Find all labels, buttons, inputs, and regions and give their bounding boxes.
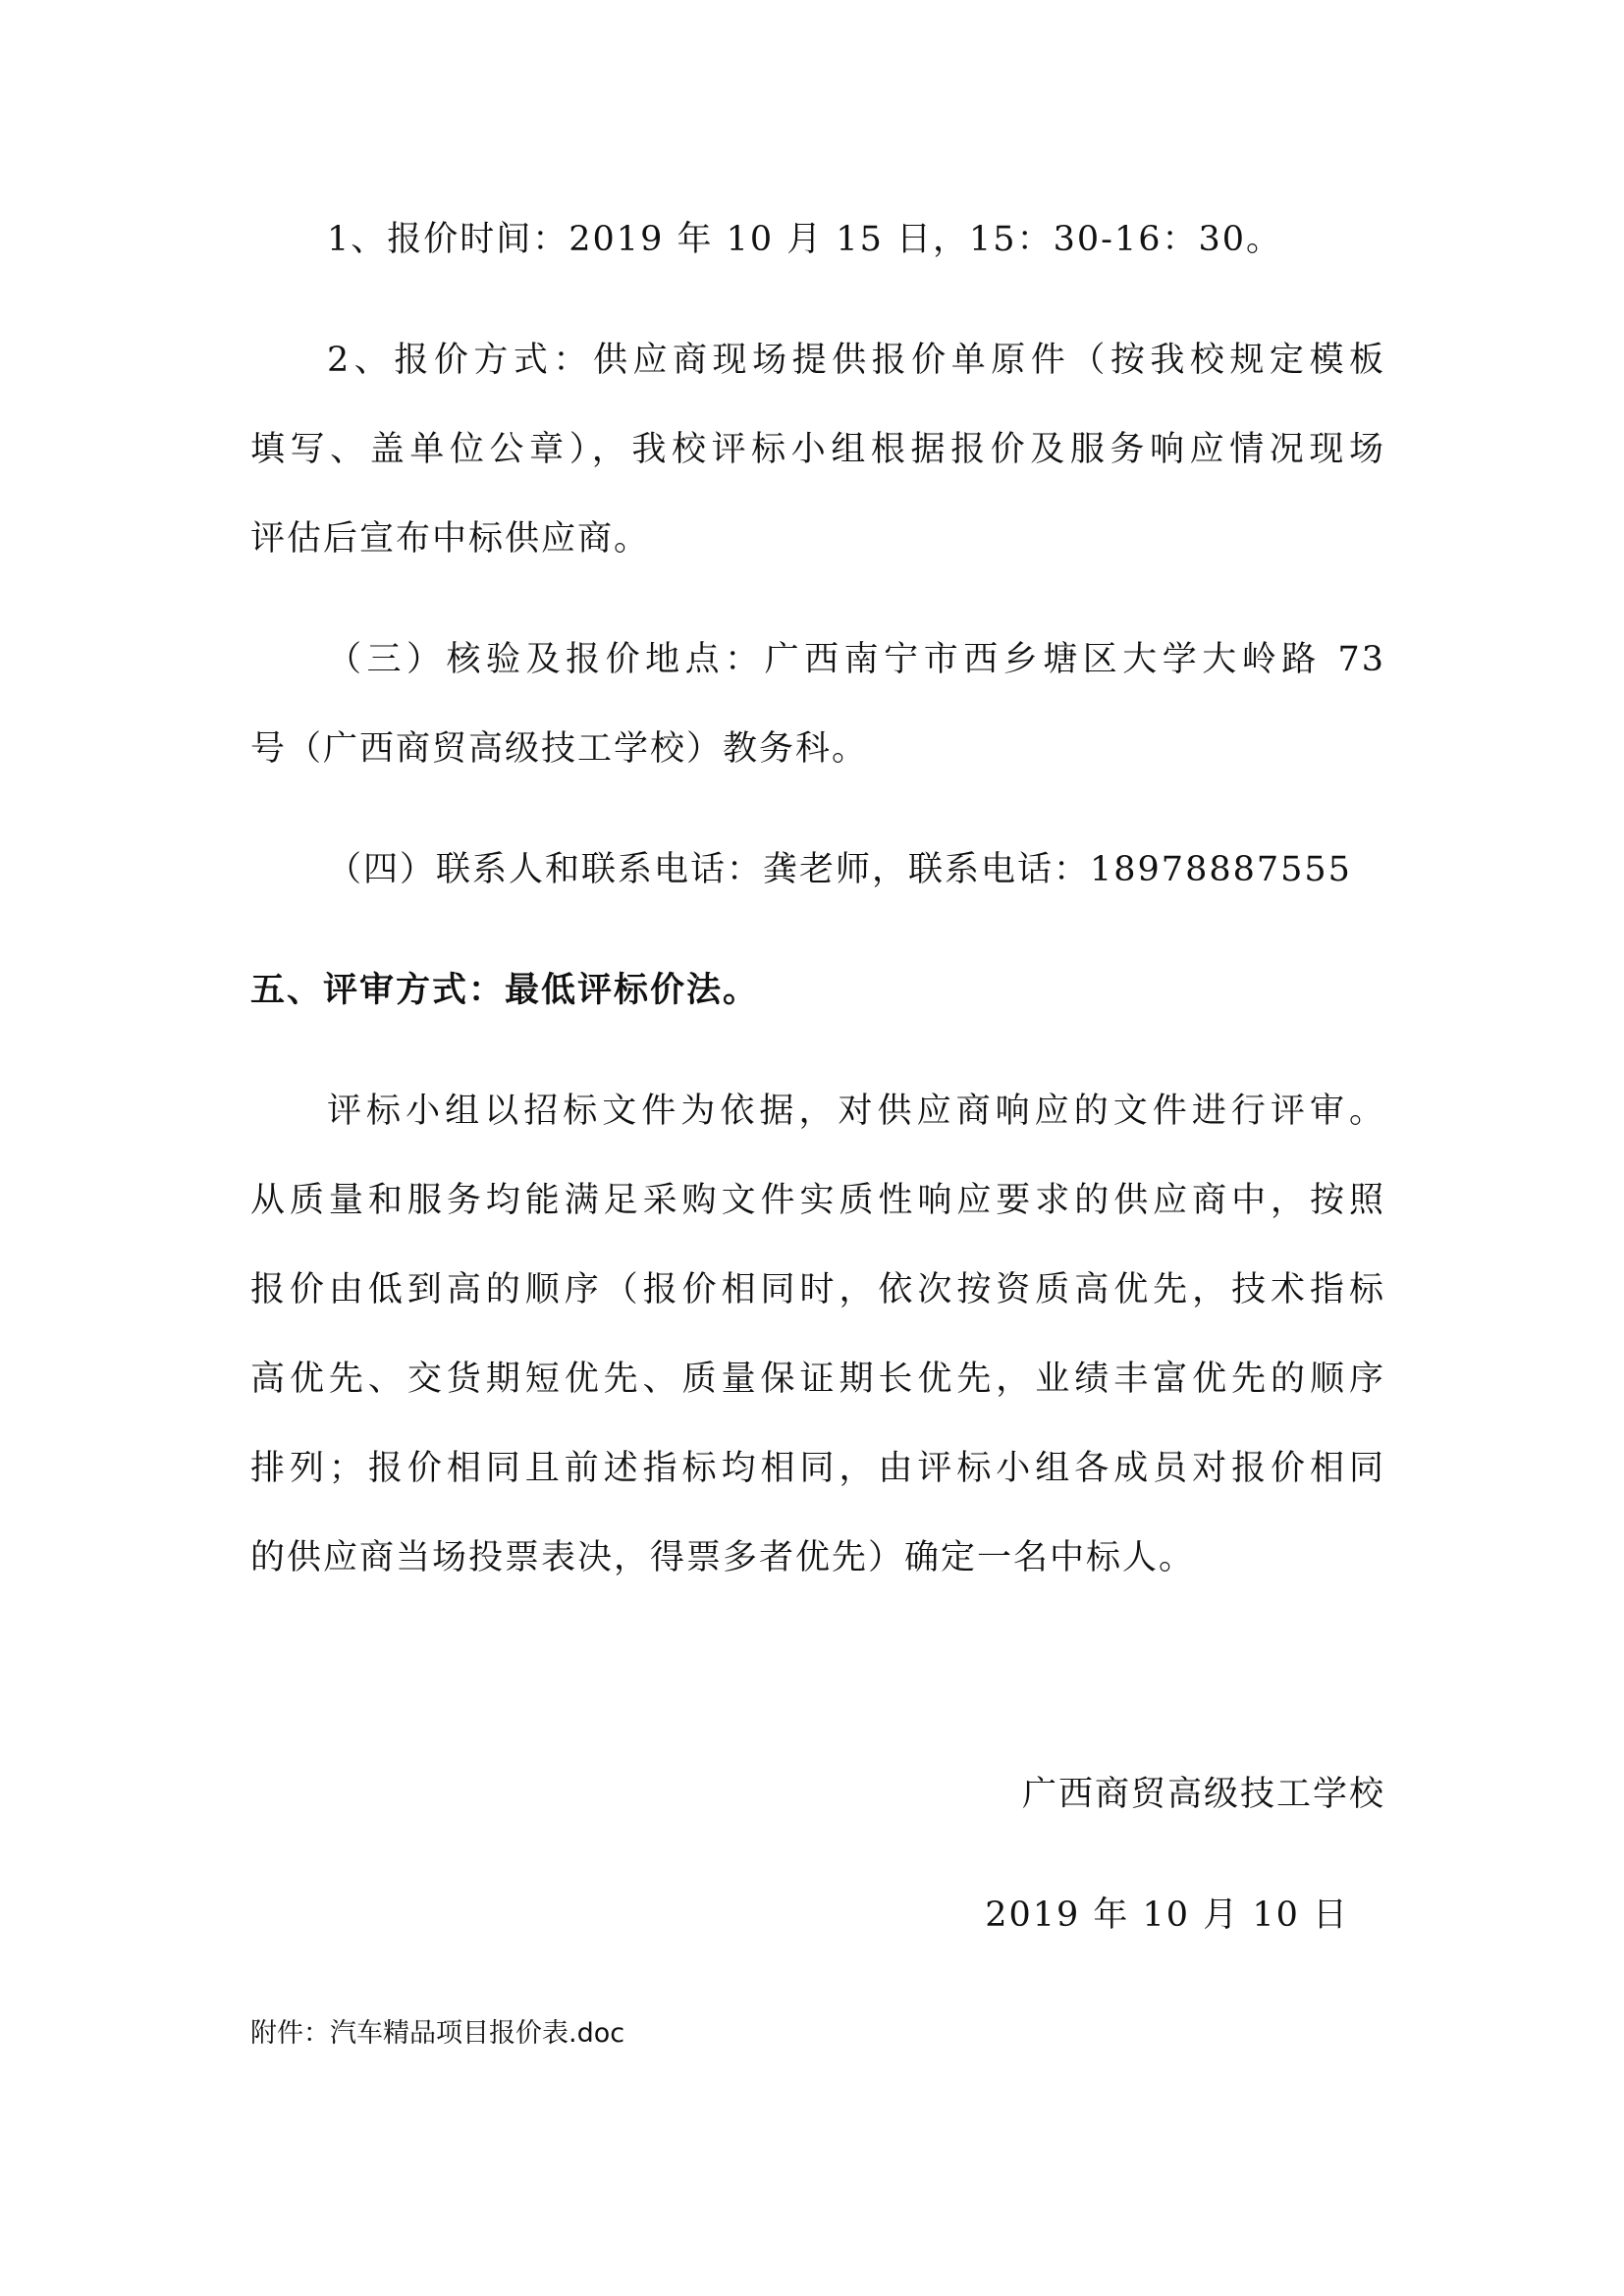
evaluation-paragraph-line: 从质量和服务均能满足采购文件实质性响应要求的供应商中，按照 — [250, 1181, 1385, 1220]
signature-organization: 广西商贸高级技工学校 — [1021, 1775, 1385, 1814]
section-5-heading: 五、评审方式：最低评标价法。 — [250, 971, 760, 1010]
attachment — [250, 2016, 624, 2052]
evaluation-paragraph-line: 的供应商当场投票表决，得票多者优先）确定一名中标人。 — [250, 1538, 1196, 1577]
evaluation-paragraph-line: 评标小组以招标文件为依据，对供应商响应的文件进行评审。 — [327, 1092, 1385, 1131]
evaluation-paragraph-line: 报价由低到高的顺序（报价相同时，依次按资质高优先，技术指标 — [250, 1270, 1385, 1309]
attachment-file-link[interactable]: 汽车精品项目报价表.doc — [330, 2018, 625, 2049]
quote-time-item: 1、报价时间：2019 年 10 月 15 日，15：30-16：30。 — [327, 220, 1283, 259]
contact-info: （四）联系人和联系电话：龚老师，联系电话：18978887555 — [327, 850, 1352, 889]
signature-date: 2019 年 10 月 10 日 — [985, 1896, 1349, 1935]
quote-method-line-3: 评估后宣布中标供应商。 — [250, 519, 651, 559]
evaluation-paragraph-line: 排列；报价相同且前述指标均相同，由评标小组各成员对报价相同 — [250, 1449, 1385, 1488]
attachment-label: 附件： — [250, 2018, 330, 2049]
quote-method-line-1: 2、报价方式：供应商现场提供报价单原件（按我校规定模板 — [327, 341, 1385, 380]
quote-method-line-2: 填写、盖单位公章），我校评标小组根据报价及服务响应情况现场 — [250, 430, 1385, 469]
quote-location-line-1: （三）核验及报价地点：广西南宁市西乡塘区大学大岭路 73 — [327, 640, 1385, 679]
quote-location-line-2: 号（广西商贸高级技工学校）教务科。 — [250, 729, 869, 769]
evaluation-paragraph-line: 高优先、交货期短优先、质量保证期长优先，业绩丰富优先的顺序 — [250, 1360, 1385, 1399]
